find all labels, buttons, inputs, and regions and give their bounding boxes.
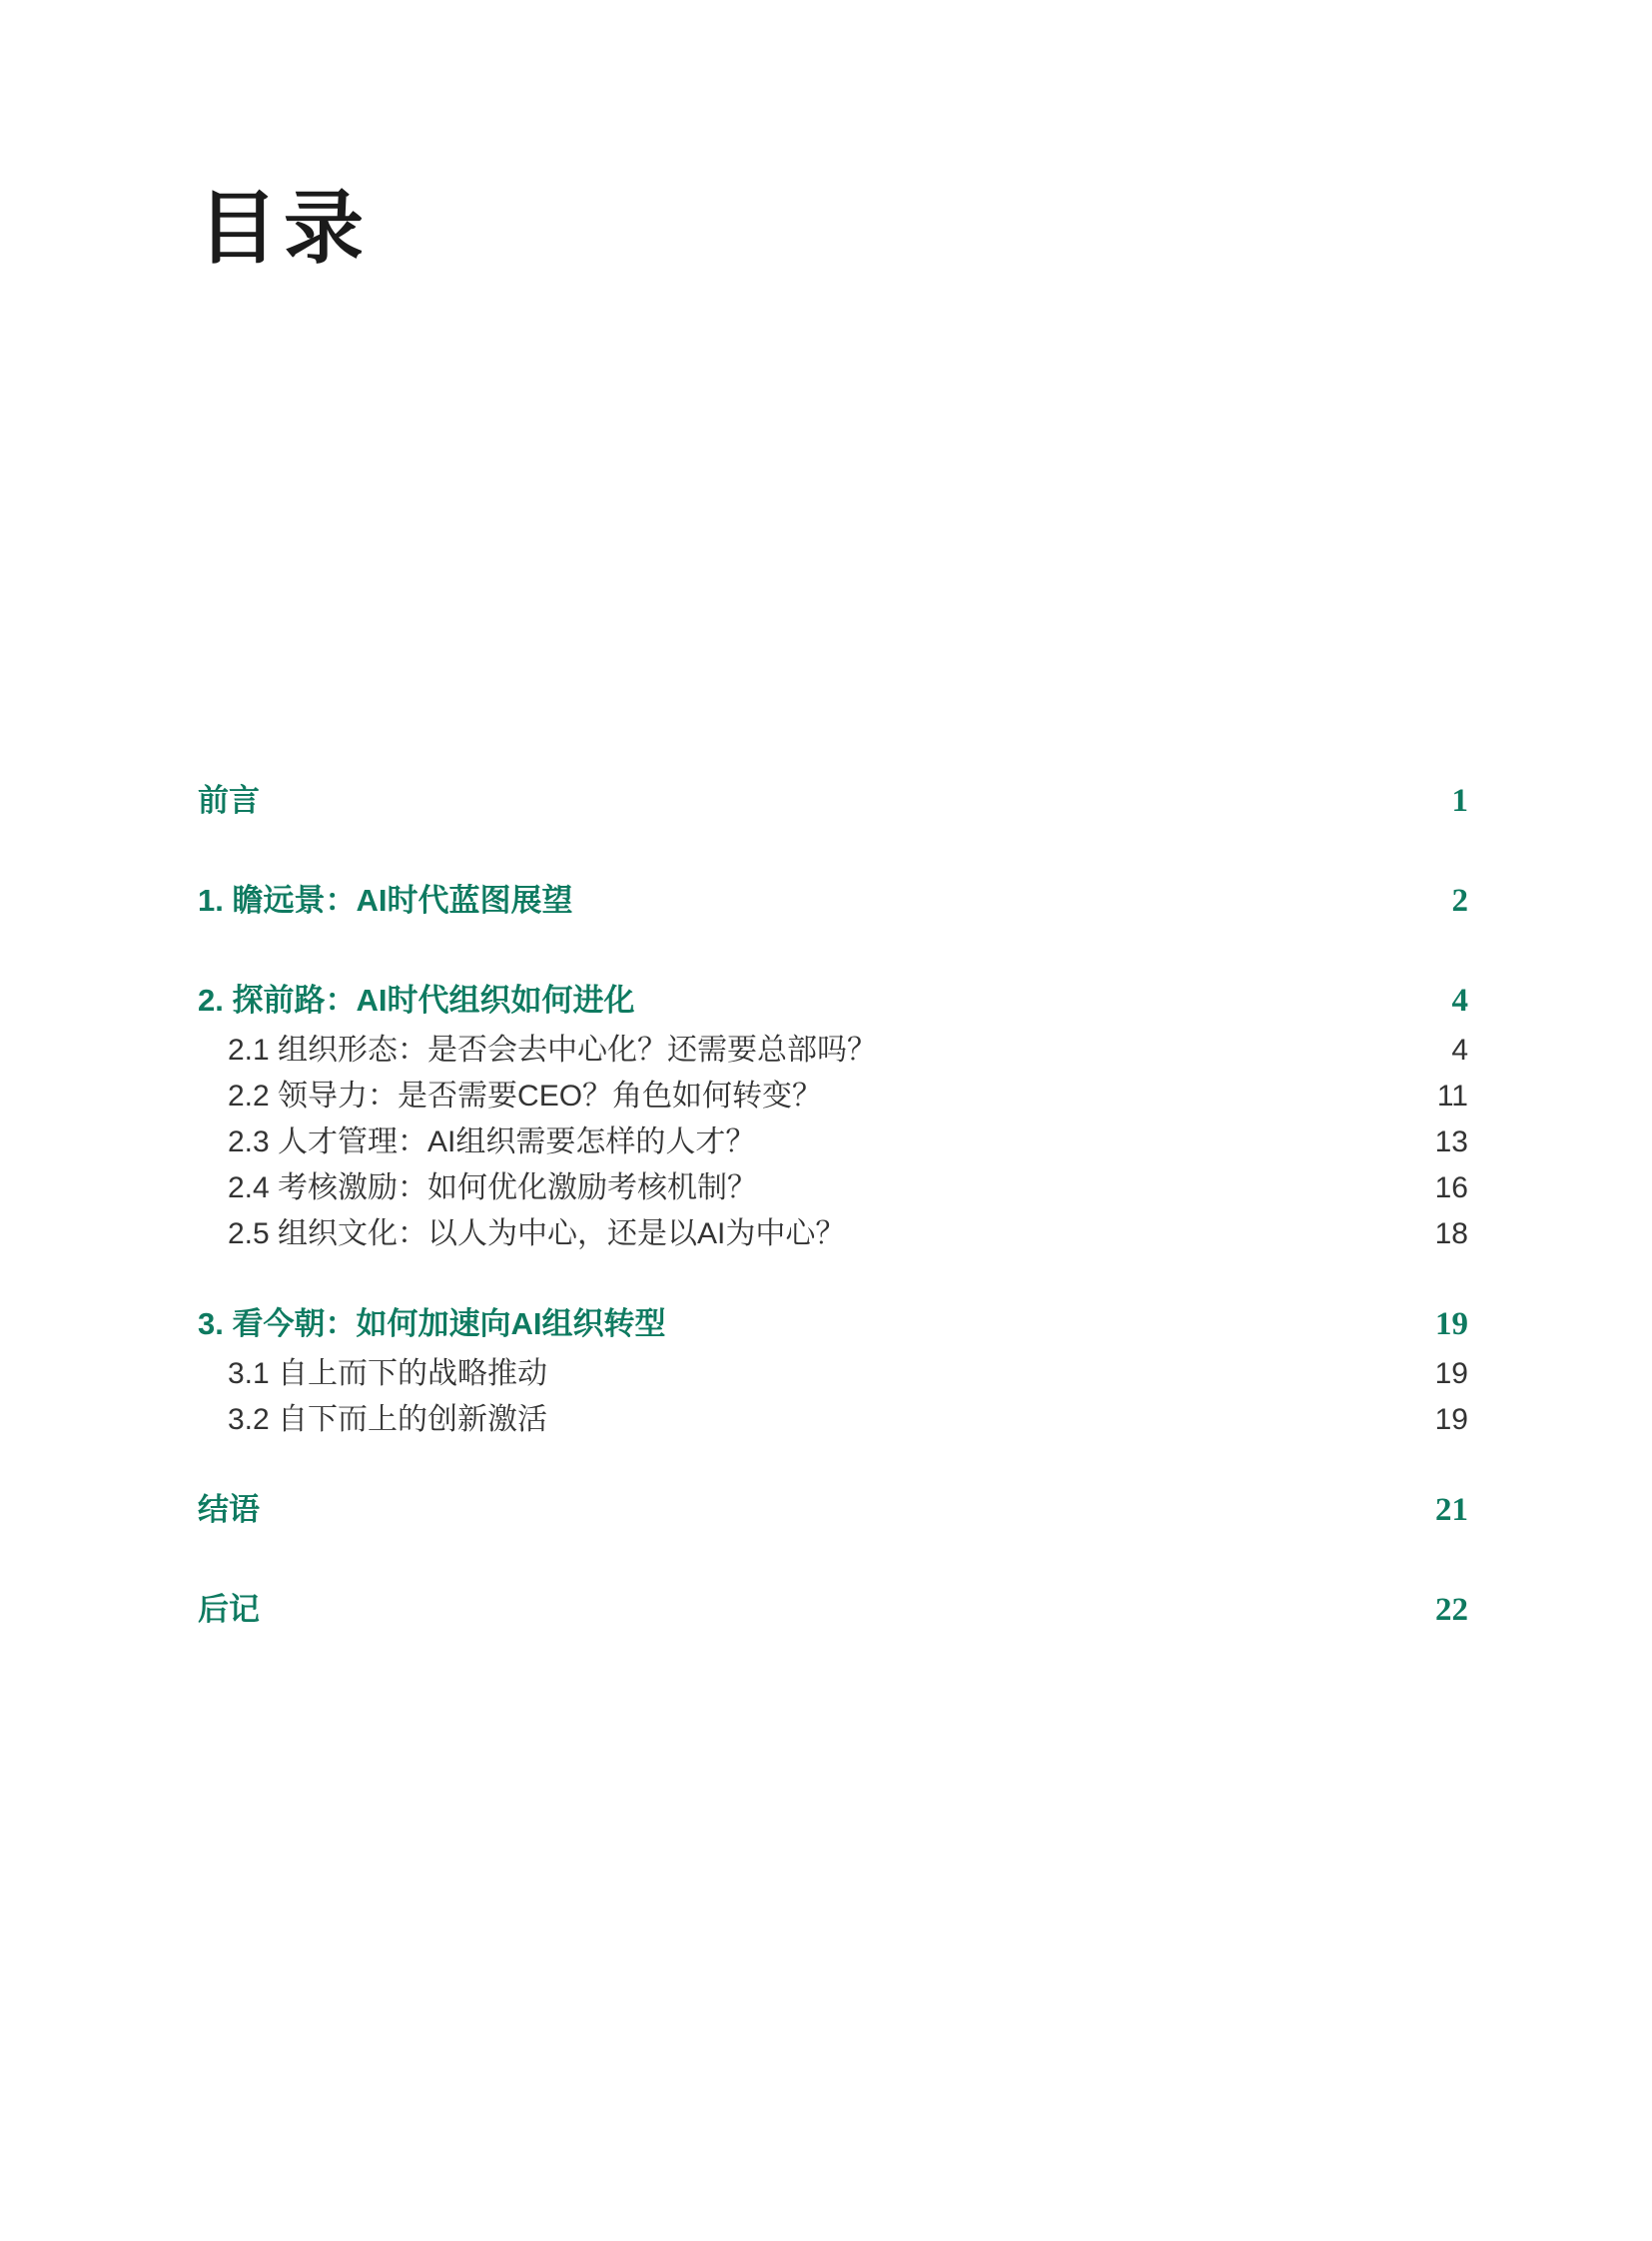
toc-entry[interactable] xyxy=(198,1077,1468,1117)
toc-entry-label: 3.1 自上而下的战略推动 xyxy=(228,1357,548,1390)
toc-entry[interactable] xyxy=(198,781,1468,821)
toc-entry-label: 前言 xyxy=(198,783,260,818)
toc-entry-page: 13 xyxy=(1434,1125,1468,1158)
page-title: 目录 xyxy=(198,186,370,274)
toc-entry[interactable] xyxy=(198,1304,1468,1344)
toc-entry[interactable] xyxy=(198,1590,1468,1630)
toc-entry-page: 16 xyxy=(1434,1171,1468,1204)
toc-entry[interactable] xyxy=(198,1168,1468,1208)
toc-entry-label: 2.1 组织形态：是否会去中心化？还需要总部吗？ xyxy=(228,1034,878,1067)
toc-entry-page: 22 xyxy=(1435,1592,1468,1628)
toc-entry-page: 19 xyxy=(1434,1403,1468,1436)
toc-list xyxy=(198,781,1468,1630)
toc-entry-label: 2.3 人才管理：AI组织需要怎样的人才？ xyxy=(228,1125,756,1158)
toc-entry-label: 后记 xyxy=(198,1592,260,1627)
toc-entry[interactable] xyxy=(198,1354,1468,1394)
toc-entry[interactable] xyxy=(198,1214,1468,1254)
toc-entry-label: 结语 xyxy=(198,1492,260,1527)
toc-entry[interactable] xyxy=(198,881,1468,921)
toc-entry[interactable] xyxy=(198,1122,1468,1162)
toc-entry-label: 2.4 考核激励：如何优化激励考核机制？ xyxy=(228,1171,758,1204)
toc-entry-label: 2.2 领导力：是否需要CEO？角色如何转变？ xyxy=(228,1080,823,1113)
toc-entry[interactable] xyxy=(198,981,1468,1021)
toc-entry-page: 4 xyxy=(1451,983,1468,1019)
toc-entry-label: 2.5 组织文化：以人为中心，还是以AI为中心？ xyxy=(228,1217,846,1250)
toc-entry[interactable] xyxy=(198,1490,1468,1530)
toc-entry-page: 11 xyxy=(1436,1080,1468,1113)
toc-entry-label: 3.2 自下而上的创新激活 xyxy=(228,1403,548,1436)
toc-entry-label: 1. 瞻远景：AI时代蓝图展望 xyxy=(198,883,573,918)
toc-entry-label: 2. 探前路：AI时代组织如何进化 xyxy=(198,983,635,1018)
toc-entry-label: 3. 看今朝：如何加速向AI组织转型 xyxy=(198,1306,666,1341)
toc-entry-page: 4 xyxy=(1451,1034,1468,1067)
toc-entry-page: 21 xyxy=(1435,1492,1468,1528)
toc-entry-page: 18 xyxy=(1434,1217,1468,1250)
toc-entry[interactable] xyxy=(198,1400,1468,1440)
toc-entry-page: 1 xyxy=(1451,783,1468,819)
toc-entry-page: 19 xyxy=(1435,1306,1468,1342)
toc-entry-page: 19 xyxy=(1434,1357,1468,1390)
toc-entry[interactable] xyxy=(198,1031,1468,1071)
toc-entry-page: 2 xyxy=(1451,883,1468,919)
